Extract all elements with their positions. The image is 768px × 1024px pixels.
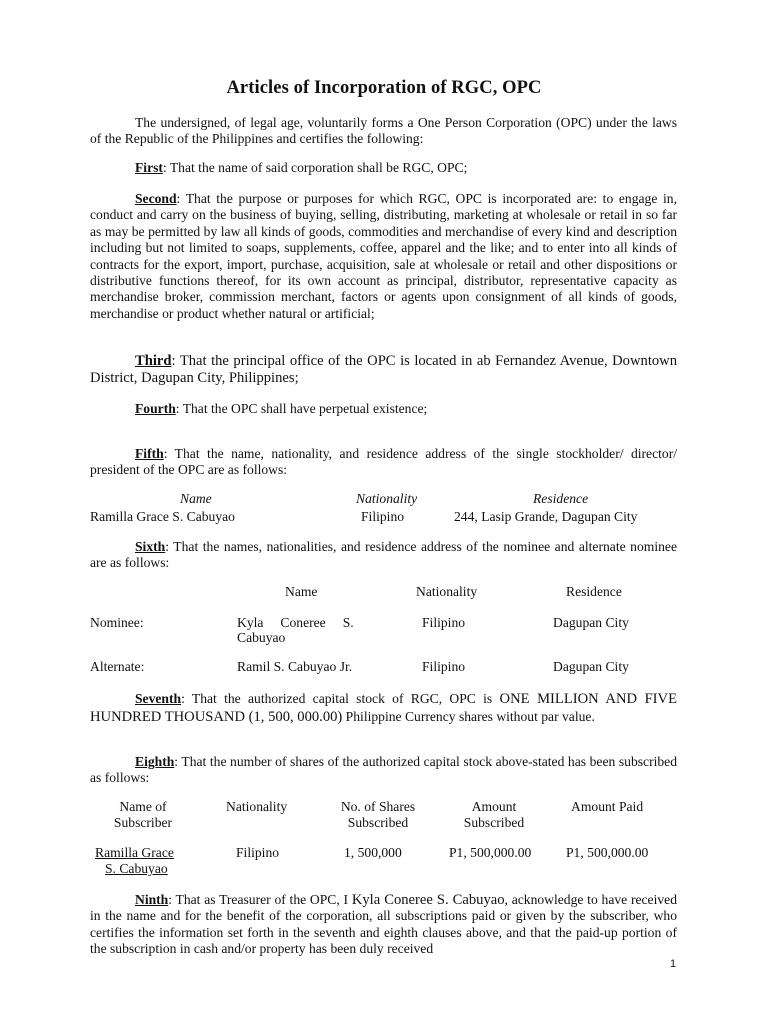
- first-clause-label: First: [135, 160, 163, 175]
- fifth-header-nationality: Nationality: [356, 491, 418, 506]
- ninth-clause-text: : That as Treasurer of the OPC, I: [168, 892, 352, 907]
- eighth-header-nationality: Nationality: [226, 799, 288, 814]
- subscriber-amount: P1, 500,000.00: [449, 845, 532, 860]
- sixth-header-residence: Residence: [566, 584, 622, 599]
- nominee-residence: Dagupan City: [553, 615, 629, 630]
- document-title: Articles of Incorporation of RGC, OPC: [226, 78, 542, 98]
- fifth-header-residence: Residence: [533, 491, 589, 506]
- ninth-clause: [90, 892, 677, 958]
- subscriber-name-line2: S. Cabuyao: [105, 861, 168, 876]
- ninth-clause-label: Ninth: [135, 892, 169, 907]
- subscriber-paid: P1, 500,000.00: [566, 845, 649, 860]
- sixth-header-name: Name: [285, 584, 318, 599]
- alternate-residence: Dagupan City: [553, 659, 629, 674]
- eighth-clause-text: : That the number of shares of the authorized capital stock above-stated has been subscribed as follows:: [90, 754, 677, 786]
- eighth-header-amount: Amount Subscribed: [463, 799, 525, 831]
- eighth-clause-label: Eighth: [135, 754, 175, 769]
- page-number: 1: [670, 958, 677, 970]
- seventh-clause-amount: ONE MILLION AND FIVE HUNDRED THOUSAND (1, 500, 000.00): [90, 691, 677, 725]
- seventh-clause-text: : That the authorized capital stock of RGC, OPC is: [181, 691, 500, 706]
- fifth-clause: [90, 446, 677, 479]
- nominee-name-line2: Cabuyao: [237, 630, 286, 645]
- subscriber-name-line1: Ramilla Grace: [95, 845, 174, 860]
- first-clause-text: : That the name of said corporation shall be RGC, OPC;: [162, 160, 468, 175]
- fifth-row-nationality: Filipino: [361, 509, 405, 524]
- ninth-clause-tail: , acknowledge to have received in the name and for the benefit of the corporation, all subscriptions paid or given by the subscriber, who certifies the information set forth in the seventh and eighth clauses above, and that the paid-up portion of the subscription in cash and/or property has been duly received: [90, 892, 677, 957]
- alternate-nationality: Filipino: [422, 659, 466, 674]
- third-clause-address: Fernandez Avenue, Downtown District, Dagupan City, Philippines;: [90, 353, 678, 386]
- nominee-role: Nominee:: [90, 615, 144, 630]
- subscriber-nationality: Filipino: [236, 845, 280, 860]
- sixth-clause: [90, 539, 677, 572]
- seventh-clause-tail: Philippine Currency shares without par value.: [342, 709, 595, 724]
- third-clause-label: Third: [135, 353, 172, 369]
- fifth-row-residence: 244, Lasip Grande, Dagupan City: [454, 509, 638, 524]
- subscriber-shares: 1, 500,000: [344, 845, 402, 860]
- third-clause: [90, 353, 677, 387]
- fifth-clause-label: Fifth: [135, 446, 164, 461]
- sixth-clause-text: : That the names, nationalities, and residence address of the nominee and alternate nominee are as follows:: [90, 539, 677, 571]
- seventh-clause-label: Seventh: [135, 691, 182, 706]
- fourth-clause-label: Fourth: [135, 401, 176, 416]
- intro-paragraph: The undersigned, of legal age, voluntarily forms a One Person Corporation (OPC) under the laws of the Republic of the Philippines and certifies the following:: [90, 115, 677, 147]
- second-clause-label: Second: [135, 191, 177, 206]
- fourth-clause: [90, 401, 677, 417]
- eighth-header-shares: No. of Shares Subscribed: [340, 799, 416, 831]
- nominee-name-line1: Kyla Coneree S.: [237, 615, 354, 630]
- nominee-nationality: Filipino: [422, 615, 466, 630]
- sixth-header-nationality: Nationality: [416, 584, 478, 599]
- fourth-clause-text: : That the OPC shall have perpetual existence;: [175, 401, 428, 416]
- sixth-clause-label: Sixth: [135, 539, 166, 554]
- alternate-role: Alternate:: [90, 659, 145, 674]
- second-clause: [90, 191, 677, 322]
- ninth-clause-treasurer: Kyla Coneree S. Cabuyao: [351, 892, 505, 908]
- first-clause: [90, 160, 677, 176]
- seventh-clause: [90, 690, 677, 726]
- eighth-header-paid: Amount Paid: [571, 799, 644, 814]
- second-clause-text: : That the purpose or purposes for which RGC, OPC is incorporated are: to engage in, conduct and carry on the business of buying, selling, distributing, marketing at wholesale or retail in so far as may be permitted by law all kinds of goods, commodities and merchandise of every kind and description including but not limited to soaps, supplements, coffee, apparel and the like; and to enter into all kinds of contracts for the export, import, purchase, acquisition, sale at wholesale or retail and other dispositions or distributive functions thereof, for its own account as principal, distributor, representative capacity as merchandise broker, commission merchant, factors or agents upon consignment of all kinds of goods, merchandise or product whether natural or artificial;: [90, 191, 677, 321]
- alternate-name: Ramil S. Cabuyao Jr.: [237, 659, 353, 674]
- eighth-header-subscriber: Name of Subscriber: [113, 799, 173, 831]
- fifth-header-name: Name: [180, 491, 212, 506]
- eighth-clause: [90, 754, 677, 787]
- third-clause-text: : That the principal office of the OPC is located in ab: [171, 353, 496, 369]
- fifth-clause-text: : That the name, nationality, and residence address of the single stockholder/ director/ president of the OPC are as follows:: [90, 446, 677, 478]
- fifth-row-name: Ramilla Grace S. Cabuyao: [90, 509, 235, 524]
